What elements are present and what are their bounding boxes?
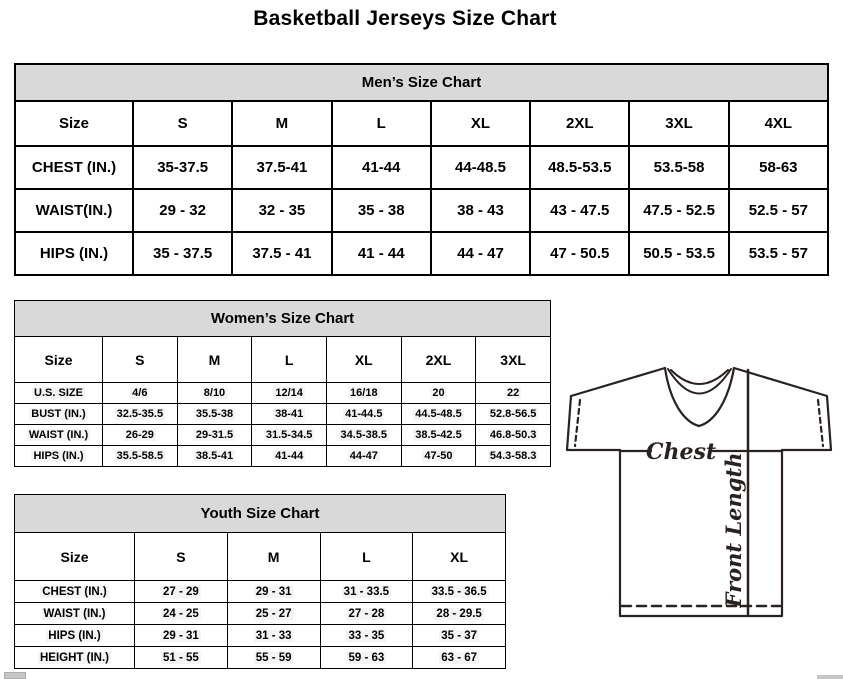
row-label-text: U.S. SIZE: [34, 387, 83, 399]
table-title: Men’s Size Chart: [15, 64, 828, 101]
table-cell: [103, 404, 178, 425]
table-cell-text: 22: [507, 387, 520, 399]
column-header: M: [227, 533, 320, 581]
table-cell: [401, 383, 476, 404]
jersey-collar-band: [668, 369, 731, 394]
table-cell: [320, 625, 413, 647]
table-cell: [413, 603, 506, 625]
table-cell: [135, 647, 228, 669]
table-cell-text: 44.5-48.5: [415, 408, 462, 420]
row-label: [15, 383, 103, 404]
table-cell: 43 - 47.5: [530, 189, 629, 232]
table-cell-text: 25 - 27: [255, 607, 292, 620]
column-header: L: [332, 101, 431, 146]
table-cell: 35 - 37.5: [133, 232, 232, 275]
table-cell-text: 34.5-38.5: [340, 429, 388, 441]
jersey-cuff-dash-right: [818, 400, 823, 446]
row-label-text: HEIGHT (IN.): [40, 651, 109, 664]
table-row: [15, 647, 506, 669]
table-cell-text: 29 - 31: [255, 585, 292, 598]
table-cell: 35 - 38: [332, 189, 431, 232]
row-label-text: WAIST (IN.): [28, 429, 89, 441]
table-cell: [401, 404, 476, 425]
table-cell: [401, 446, 476, 467]
jersey-cuff-dash-left: [575, 400, 580, 446]
table-cell-text: 26-29: [125, 429, 154, 441]
table-cell: [320, 603, 413, 625]
table-cell: [476, 383, 551, 404]
table-cell: 41 - 44: [332, 232, 431, 275]
column-header: 3XL: [629, 101, 728, 146]
row-label-text: HIPS (IN.): [48, 629, 101, 642]
table-cell-text: 24 - 25: [162, 607, 199, 620]
row-label: WAIST(IN.): [15, 189, 133, 232]
table-cell-text: 33.5 - 36.5: [431, 585, 487, 598]
table-cell-text: 46.8-50.3: [489, 429, 537, 441]
table-cell: 48.5-53.5: [530, 146, 629, 189]
table-cell: [227, 625, 320, 647]
table-cell: 37.5 - 41: [232, 232, 331, 275]
table-cell: [135, 603, 228, 625]
table-row: [15, 446, 551, 467]
table-row: [15, 232, 828, 275]
table-row: [15, 404, 551, 425]
table-cell: [320, 647, 413, 669]
table-cell-text: 35 - 37: [441, 629, 478, 642]
table-cell-text: 38-41: [275, 408, 304, 420]
table-cell-text: 12/14: [275, 387, 303, 399]
column-header: Size: [15, 101, 133, 146]
table-cell: 58-63: [729, 146, 828, 189]
table-cell-text: 35.5-58.5: [116, 450, 164, 462]
column-header: Size: [15, 337, 103, 383]
row-label: [15, 581, 135, 603]
jersey-collar-band: [671, 370, 728, 384]
table-cell: [413, 581, 506, 603]
table-cell-text: 55 - 59: [255, 651, 292, 664]
table-cell-text: 63 - 67: [441, 651, 478, 664]
front-length-label: Front Length: [721, 452, 746, 608]
table-cell: [401, 425, 476, 446]
column-header: M: [232, 101, 331, 146]
column-header: XL: [413, 533, 506, 581]
table-cell: 52.5 - 57: [729, 189, 828, 232]
column-header: 2XL: [401, 337, 476, 383]
row-label-text: HIPS (IN.): [33, 450, 84, 462]
table-cell: [227, 647, 320, 669]
column-header: L: [252, 337, 327, 383]
row-label: [15, 647, 135, 669]
table-cell: 37.5-41: [232, 146, 331, 189]
table-cell-text: 32.5-35.5: [116, 408, 164, 420]
jersey-outline: [567, 368, 831, 616]
table-cell: 47 - 50.5: [530, 232, 629, 275]
table-cell-text: 54.3-58.3: [489, 450, 537, 462]
table-cell: 29 - 32: [133, 189, 232, 232]
table-cell: 38 - 43: [431, 189, 530, 232]
column-header: S: [133, 101, 232, 146]
table-cell-text: 38.5-42.5: [415, 429, 462, 441]
page-title: Basketball Jerseys Size Chart: [253, 7, 557, 30]
table-cell-text: 41-44: [275, 450, 304, 462]
table-cell: 53.5 - 57: [729, 232, 828, 275]
row-label: [15, 446, 103, 467]
womens-size-table: [14, 300, 551, 467]
table-row: [15, 425, 551, 446]
table-cell: [476, 446, 551, 467]
table-title-row: [15, 301, 551, 337]
table-row: [15, 625, 506, 647]
table-cell: [320, 581, 413, 603]
table-cell-text: 38.5-41: [195, 450, 234, 462]
table-cell: [227, 603, 320, 625]
column-header: M: [177, 337, 252, 383]
table-cell: [177, 383, 252, 404]
table-cell-text: 28 - 29.5: [436, 607, 482, 620]
table-cell-text: 31 - 33.5: [343, 585, 390, 598]
table-cell: 32 - 35: [232, 189, 331, 232]
table-cell: [135, 581, 228, 603]
horizontal-scrollbar-fragment-right[interactable]: [817, 675, 843, 679]
table-cell: [252, 404, 327, 425]
table-cell-text: 44-47: [349, 450, 378, 462]
row-label-text: BUST (IN.): [31, 408, 86, 420]
column-header: S: [135, 533, 228, 581]
column-header: Size: [15, 533, 135, 581]
table-cell: 53.5-58: [629, 146, 728, 189]
row-label-text: WAIST (IN.): [43, 607, 106, 620]
table-cell-text: 33 - 35: [348, 629, 385, 642]
table-title: Youth Size Chart: [15, 495, 506, 533]
table-cell-text: 8/10: [203, 387, 226, 399]
row-label: [15, 603, 135, 625]
table-title-row: [15, 495, 506, 533]
table-cell-text: 41-44.5: [345, 408, 383, 420]
table-cell: 44-48.5: [431, 146, 530, 189]
table-cell: [135, 625, 228, 647]
column-header: L: [320, 533, 413, 581]
table-row: [15, 146, 828, 189]
table-header-row: [15, 101, 828, 146]
table-cell: [177, 425, 252, 446]
table-cell: [177, 446, 252, 467]
jersey-diagram: [558, 360, 840, 630]
table-cell-text: 27 - 29: [162, 585, 199, 598]
table-cell-text: 29-31.5: [195, 429, 234, 441]
table-header-row: [15, 337, 551, 383]
column-header: XL: [431, 101, 530, 146]
table-cell: [326, 446, 401, 467]
table-cell: [413, 647, 506, 669]
table-cell: 50.5 - 53.5: [629, 232, 728, 275]
table-cell-text: 29 - 31: [162, 629, 199, 642]
table-cell-text: 4/6: [132, 387, 148, 399]
table-cell-text: 59 - 63: [348, 651, 385, 664]
table-cell: 44 - 47: [431, 232, 530, 275]
table-row: [15, 581, 506, 603]
table-cell: [252, 425, 327, 446]
table-row: [15, 603, 506, 625]
table-cell: [252, 383, 327, 404]
table-cell: [326, 383, 401, 404]
jersey-vneck: [665, 368, 734, 426]
row-label: CHEST (IN.): [15, 146, 133, 189]
table-cell: [177, 404, 252, 425]
table-header-row: [15, 533, 506, 581]
table-cell-text: 20: [432, 387, 445, 399]
table-cell: [476, 425, 551, 446]
table-cell: 41-44: [332, 146, 431, 189]
mens-size-table: [14, 63, 829, 276]
row-label-text: CHEST (IN.): [42, 585, 107, 598]
table-cell: [103, 383, 178, 404]
horizontal-scrollbar-fragment-left[interactable]: [4, 672, 26, 679]
table-cell-text: 52.8-56.5: [489, 408, 537, 420]
table-cell: [476, 404, 551, 425]
table-title-row: [15, 64, 828, 101]
table-cell: [103, 446, 178, 467]
table-cell: [326, 425, 401, 446]
chest-label: Chest: [645, 439, 717, 465]
row-label: [15, 404, 103, 425]
row-label: [15, 625, 135, 647]
table-cell-text: 47-50: [424, 450, 453, 462]
column-header: 4XL: [729, 101, 828, 146]
column-header: 2XL: [530, 101, 629, 146]
table-cell: [252, 446, 327, 467]
table-cell-text: 51 - 55: [162, 651, 199, 664]
table-cell: [227, 581, 320, 603]
table-cell-text: 35.5-38: [195, 408, 234, 420]
table-row: [15, 189, 828, 232]
table-cell-text: 31.5-34.5: [265, 429, 313, 441]
row-label: HIPS (IN.): [15, 232, 133, 275]
table-title: Women’s Size Chart: [15, 301, 551, 337]
table-cell: [326, 404, 401, 425]
table-cell-text: 31 - 33: [255, 629, 292, 642]
table-cell: [413, 625, 506, 647]
table-cell: 35-37.5: [133, 146, 232, 189]
column-header: XL: [326, 337, 401, 383]
table-cell: 47.5 - 52.5: [629, 189, 728, 232]
table-cell: [103, 425, 178, 446]
column-header: S: [103, 337, 178, 383]
table-cell-text: 16/18: [350, 387, 378, 399]
row-label: [15, 425, 103, 446]
column-header: 3XL: [476, 337, 551, 383]
table-row: [15, 383, 551, 404]
table-cell-text: 27 - 28: [348, 607, 385, 620]
youth-size-table: [14, 494, 506, 669]
